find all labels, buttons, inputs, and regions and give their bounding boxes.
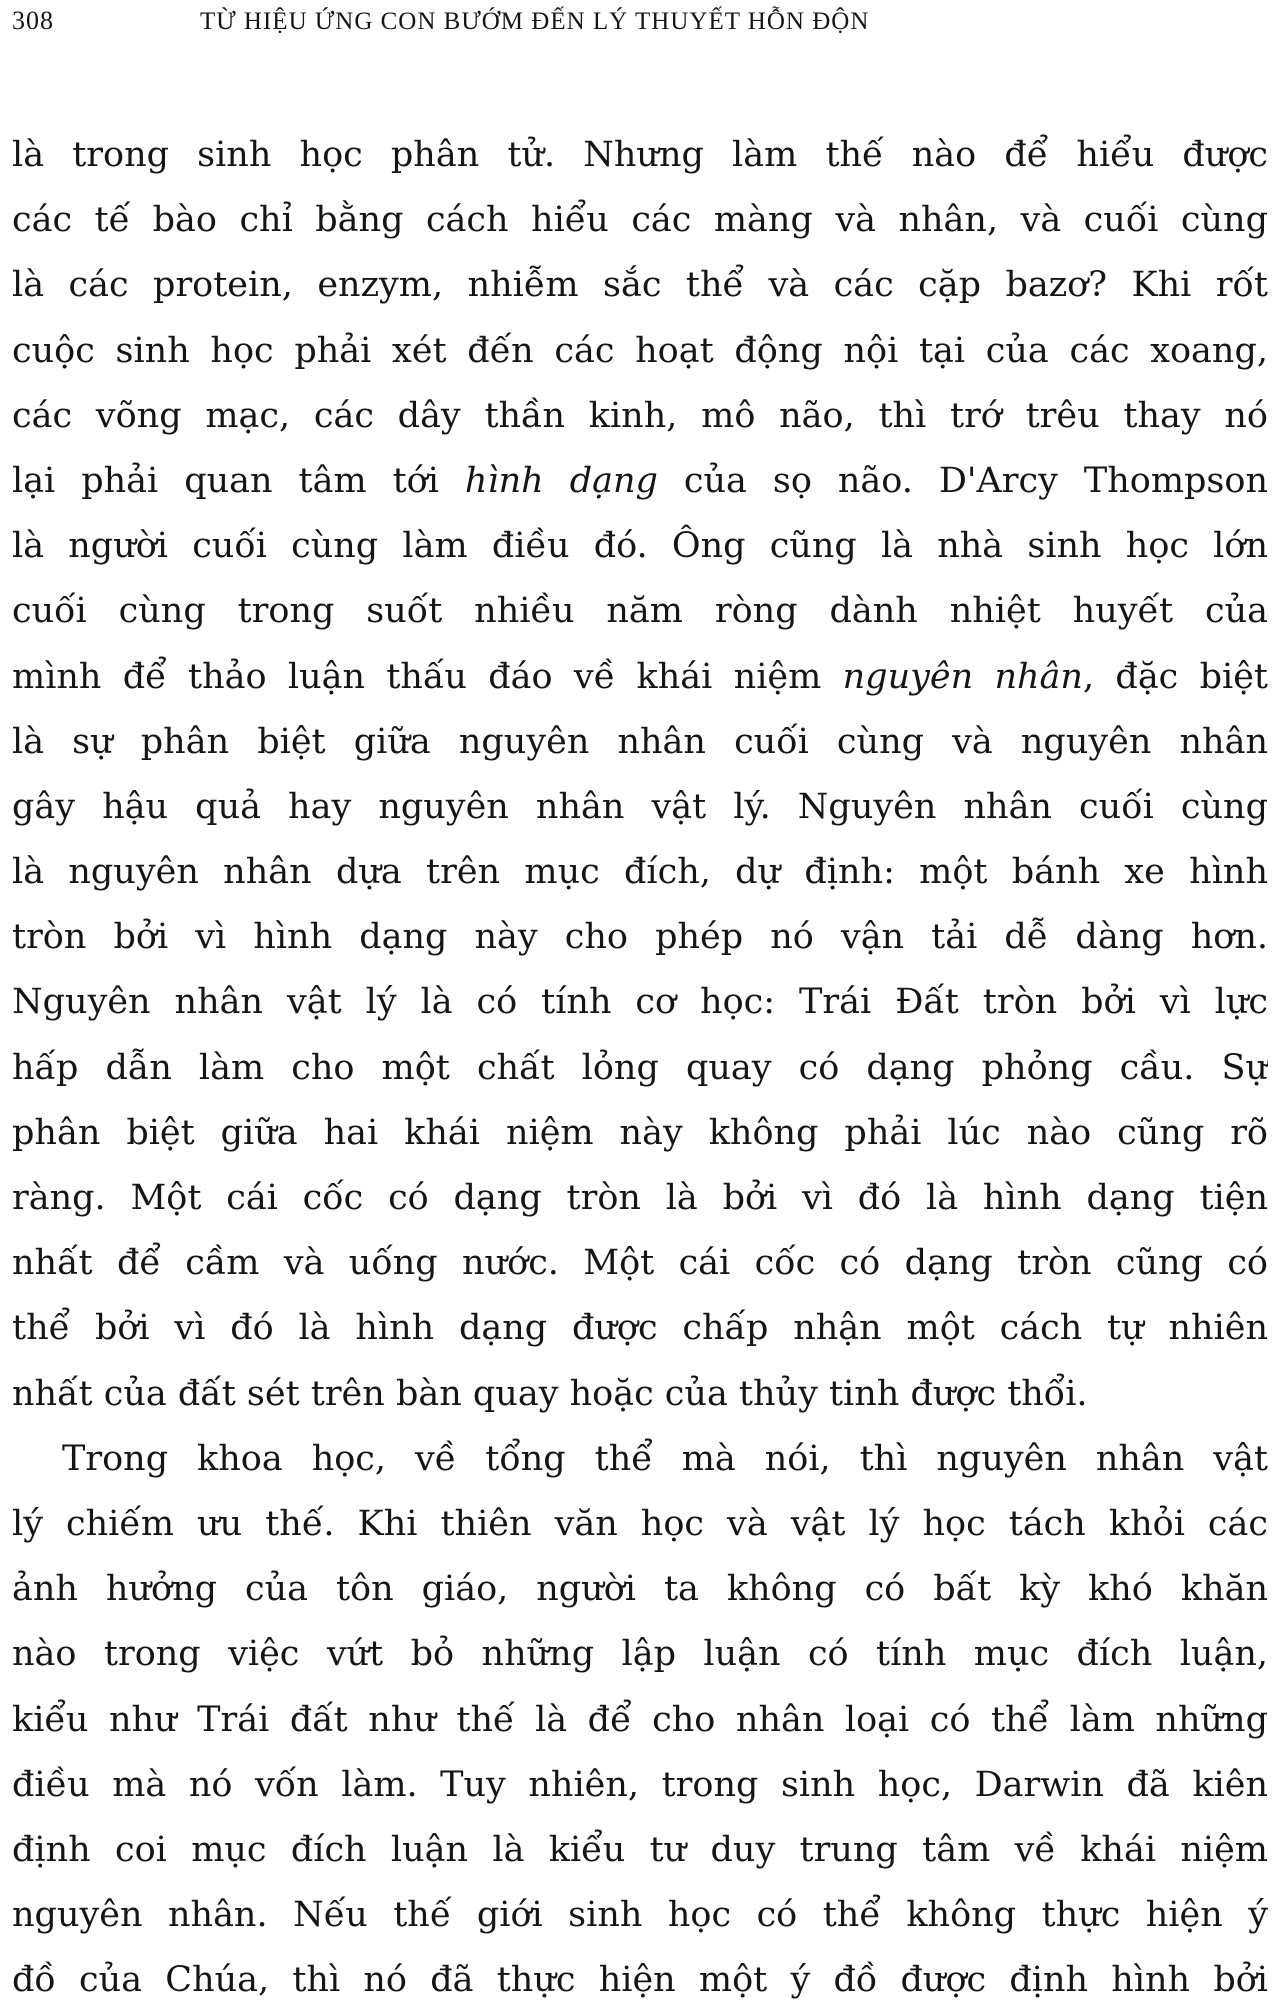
paragraph [12,126,1268,1430]
text-line: nhất để cầm và uống nước. Một cái cốc có dạng tròn cũng có [12,1243,1268,1284]
text-line [12,452,1268,517]
text-line: là nguyên nhân dựa trên mục đích, dự định: một bánh xe hình [12,852,1268,893]
text-line: nguyên nhân. Nếu thế giới sinh học có thể không thực hiện ý [12,1895,1268,1936]
text-line: hấp dẫn làm cho một chất lỏng quay có dạng phỏng cầu. Sự [12,1047,1268,1088]
text-line: đồ của Chúa, thì nó đã thực hiện một ý đồ được định hình bởi [12,1960,1268,2001]
running-head-title: TỪ HIỆU ỨNG CON BƯỚM ĐẾN LÝ THUYẾT HỖN ĐỘN [200,8,870,35]
text-run: của sọ não. D'Arcy Thompson [657,460,1268,501]
text-line: ảnh hưởng của tôn giáo, người ta không có bất kỳ khó khăn [12,1569,1268,1610]
text-line: lý chiếm ưu thế. Khi thiên văn học và vật lý học tách khỏi các [12,1503,1268,1544]
text-run: lại phải quan tâm tới [12,460,465,501]
text-line: là trong sinh học phân tử. Nhưng làm thế nào để hiểu được [12,135,1268,175]
text-line: là sự phân biệt giữa nguyên nhân cuối cùng và nguyên nhân [12,721,1268,762]
page-number: 308 [12,6,54,35]
text-line: định coi mục đích luận là kiểu tư duy trung tâm về khái niệm [12,1829,1268,1870]
text-line: Nguyên nhân vật lý là có tính cơ học: Trái Đất tròn bởi vì lực [12,982,1268,1023]
text-line: các võng mạc, các dây thần kinh, mô não, thì trớ trêu thay nó [12,395,1268,436]
text-line: Trong khoa học, về tổng thể mà nói, thì nguyên nhân vật [62,1438,1268,1479]
text-line: các tế bào chỉ bằng cách hiểu các màng và nhân, và cuối cùng [12,200,1268,241]
text-line [12,648,1268,713]
text-run: , đặc biệt [1082,656,1268,697]
text-run: mình để thảo luận thấu đáo về khái niệm [12,656,843,697]
text-line: điều mà nó vốn làm. Tuy nhiên, trong sinh học, Darwin đã kiên [12,1764,1268,1805]
text-line: cuối cùng trong suốt nhiều năm ròng dành nhiệt huyết của [12,591,1268,632]
text-line: thể bởi vì đó là hình dạng được chấp nhận một cách tự nhiên [12,1308,1268,1349]
text-line: gây hậu quả hay nguyên nhân vật lý. Nguyên nhân cuối cùng [12,786,1268,827]
text-line: nào trong việc vứt bỏ những lập luận có tính mục đích luận, [12,1634,1268,1675]
running-head [12,6,1268,46]
text-line: cuộc sinh học phải xét đến các hoạt động nội tại của các xoang, [12,330,1268,371]
text-line: phân biệt giữa hai khái niệm này không phải lúc nào cũng rõ [12,1112,1268,1153]
text-line: kiểu như Trái đất như thế là để cho nhân loại có thể làm những [12,1699,1268,1740]
text-line: tròn bởi vì hình dạng này cho phép nó vận tải dễ dàng hơn. [12,917,1268,958]
text-line: là người cuối cùng làm điều đó. Ông cũng là nhà sinh học lớn [12,526,1268,567]
text-line: là các protein, enzym, nhiễm sắc thể và các cặp bazơ? Khi rốt [12,265,1268,306]
text-line: ràng. Một cái cốc có dạng tròn là bởi vì đó là hình dạng tiện [12,1178,1268,1218]
text-line: nhất của đất sét trên bàn quay hoặc của thủy tinh được thổi. [12,1373,1088,1414]
italic-term: nguyên nhân [842,656,1083,697]
body-text [12,126,1268,2016]
italic-term: hình dạng [464,460,658,501]
paragraph [12,1430,1268,2016]
